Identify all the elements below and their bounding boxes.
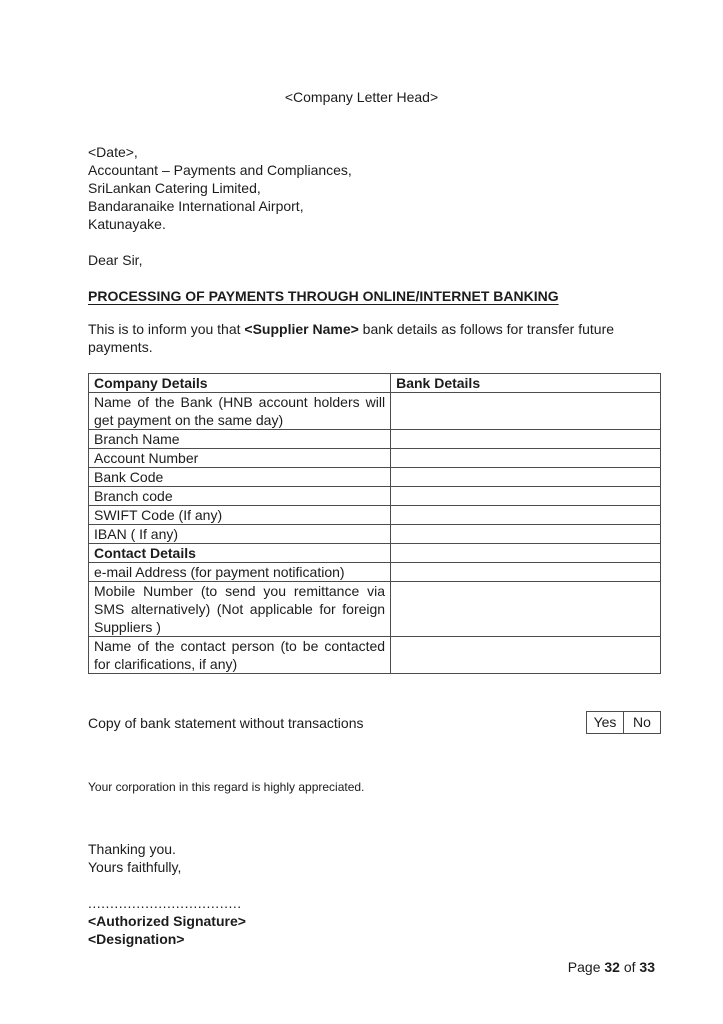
supplier-name-placeholder: <Supplier Name> [244,321,359,337]
field-value-input[interactable] [391,582,661,637]
closing-line-faithfully: Yours faithfully, [88,859,182,875]
table-row [89,449,661,468]
column-header-bank-details: Bank Details [391,374,661,393]
address-line: Katunayake. [88,216,166,232]
column-header-company-details: Company Details [89,374,391,393]
intro-text-after: bank details as follows for transfer future payments. [88,321,615,355]
field-label: Mobile Number (to send you remittance via SMS alternatively) (Not applicable for foreign Suppliers ) [89,582,391,637]
field-label: Account Number [89,449,391,468]
field-label: Name of the contact person (to be contacted for clarifications, if any) [89,637,391,674]
subject-line: PROCESSING OF PAYMENTS THROUGH ONLINE/INTERNET BANKING [88,288,559,304]
closing-line-thanking: Thanking you. [88,841,176,857]
table-row [89,487,661,506]
closing-block [88,840,661,876]
field-value-input[interactable] [391,637,661,674]
field-value-input[interactable] [391,544,661,563]
table-row [89,582,661,637]
intro-paragraph [88,320,635,356]
field-value-input[interactable] [391,525,661,544]
appreciation-note: Your corporation in this regard is highly appreciated. [88,780,365,794]
footer-current-page: 32 [604,959,620,975]
address-line: Bandaranaike International Airport, [88,198,304,214]
field-value-input[interactable] [391,449,661,468]
signature-line: ................................... [88,895,242,911]
field-value-input[interactable] [391,487,661,506]
field-label: Branch Name [89,430,391,449]
authorized-signature-placeholder: <Authorized Signature> [88,913,246,929]
field-label: Bank Code [89,468,391,487]
field-value-input[interactable] [391,506,661,525]
field-label: SWIFT Code (If any) [89,506,391,525]
table-header-row [89,374,661,393]
table-row [89,525,661,544]
table-row [89,393,661,430]
address-line: Accountant – Payments and Compliances, [88,162,352,178]
table-row [89,544,661,563]
table-row [89,468,661,487]
field-value-input[interactable] [391,468,661,487]
bank-details-table [88,373,661,674]
field-label: Name of the Bank (HNB account holders will get payment on the same day) [89,393,391,430]
footer-separator: of [619,959,640,975]
details-table-body [89,374,661,674]
field-label: Contact Details [89,544,391,563]
recipient-address-block [88,143,661,233]
footer-total-pages: 33 [639,959,655,975]
field-label: e-mail Address (for payment notification) [89,563,391,582]
field-label: IBAN ( If any) [89,525,391,544]
field-value-input[interactable] [391,393,661,430]
address-line: SriLankan Catering Limited, [88,180,261,196]
bank-statement-question-row [88,711,661,734]
table-row [89,506,661,525]
address-line: <Date>, [88,144,138,160]
table-row [89,563,661,582]
company-letterhead: <Company Letter Head> [284,89,439,105]
option-no[interactable]: No [633,714,651,730]
intro-text-before: This is to inform you that [88,321,245,337]
footer-page-prefix: Page [567,959,605,975]
yes-no-selector [586,711,661,734]
page-footer [88,958,661,976]
option-yes[interactable]: Yes [587,712,624,733]
salutation: Dear Sir, [88,252,143,268]
designation-placeholder: <Designation> [88,931,185,947]
signature-block [88,894,661,948]
table-row [89,637,661,674]
field-value-input[interactable] [391,430,661,449]
table-row [89,430,661,449]
field-label: Branch code [89,487,391,506]
bank-statement-label: Copy of bank statement without transactions [88,714,364,731]
field-value-input[interactable] [391,563,661,582]
